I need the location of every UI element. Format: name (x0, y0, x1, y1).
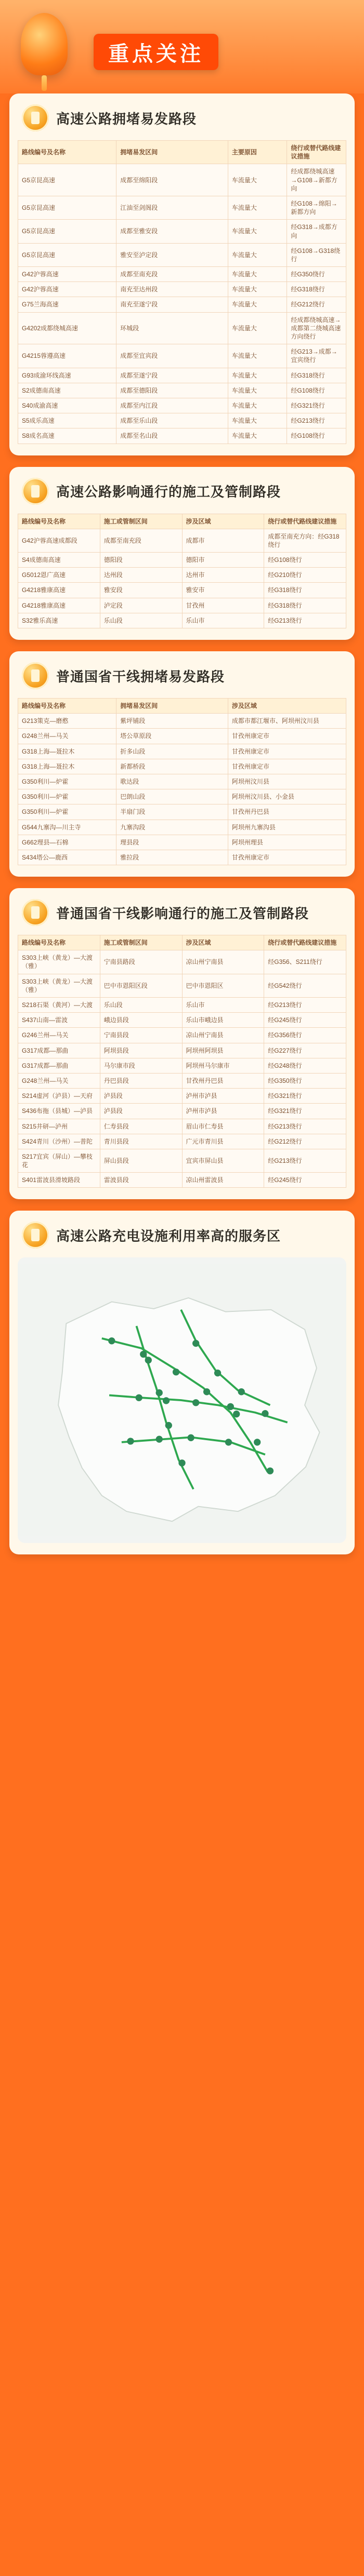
table-cell: 德阳段 (100, 553, 182, 568)
table-cell: 巴朗山段 (116, 789, 228, 804)
table-cell: 乐山段 (100, 998, 182, 1013)
table-row (18, 835, 346, 850)
table-row (18, 243, 346, 266)
column-header: 涉及区域 (228, 699, 346, 714)
table-cell: 甘孜州 (182, 598, 264, 613)
table-row (18, 368, 346, 383)
table-cell: 阿坝州汶川县 (228, 774, 346, 789)
column-header: 绕行或替代路线建议措施 (264, 514, 346, 529)
table-cell: 成都至内江段 (116, 398, 228, 413)
table-cell: 塔公草原段 (116, 729, 228, 744)
table-cell: 车流量大 (228, 196, 287, 219)
service-area-marker (187, 1434, 194, 1441)
table-cell: 车流量大 (228, 297, 287, 312)
table-cell: 仁寿县段 (100, 1119, 182, 1134)
service-area-marker (156, 1436, 163, 1443)
table-row (18, 598, 346, 613)
section-title-row (18, 103, 346, 133)
table-cell: 南充至遂宁段 (116, 297, 228, 312)
table-cell: 凉山州宁南县 (182, 1028, 264, 1043)
service-area-marker (233, 1411, 240, 1417)
table-cell: 经G321绕行 (264, 1104, 346, 1119)
table-cell: 德阳市 (182, 553, 264, 568)
table-cell: 成都至德阳段 (116, 383, 228, 398)
table-cell: 乐山市 (182, 613, 264, 628)
table-cell: 丹巴县段 (100, 1073, 182, 1088)
column-header: 路线编号及名称 (18, 935, 100, 950)
table-row (18, 529, 346, 552)
section-expressway-congestion (9, 93, 355, 455)
lantern-icon (21, 13, 68, 75)
section-title: 普通国省干线影响通行的施工及管制路段 (56, 905, 309, 921)
section-title-row (18, 661, 346, 691)
location-icon (22, 899, 49, 926)
table-cell: 经G213→成都→宜宾绕行 (287, 344, 346, 368)
column-header: 涉及区域 (182, 935, 264, 950)
table-cell: S303上峡（黄龙）—大渡（雅） (18, 974, 100, 997)
table-cell: G248兰州—马关 (18, 729, 116, 744)
table-cell: 凉山州雷波县 (182, 1173, 264, 1188)
section-title: 高速公路拥堵易发路段 (56, 111, 197, 127)
table-row (18, 1028, 346, 1043)
table-cell: 经G245绕行 (264, 1173, 346, 1188)
table-row (18, 553, 346, 568)
section-title-row (18, 897, 346, 928)
service-area-marker (163, 1398, 170, 1404)
table-row (18, 297, 346, 312)
table-row (18, 950, 346, 974)
table-cell: 成都至绵阳段 (116, 164, 228, 196)
table-cell: 甘孜州丹巴县 (228, 804, 346, 820)
table-cell: 经G318绕行 (287, 282, 346, 297)
table-cell: 江油至剑阁段 (116, 196, 228, 219)
table-cell: S218石渠（黄河）—大渡 (18, 998, 100, 1013)
column-header: 施工或管制区间 (100, 935, 182, 950)
table-cell: G350利川—炉霍 (18, 789, 116, 804)
section-title-row (18, 1220, 346, 1250)
table-cell: 经G318绕行 (264, 583, 346, 598)
table-cell: G4215蓉遵高速 (18, 344, 116, 368)
table-row (18, 344, 346, 368)
table-row (18, 1134, 346, 1149)
table-cell: 阿坝州马尔康市 (182, 1058, 264, 1073)
service-area-marker (267, 1468, 274, 1474)
column-header: 路线编号及名称 (18, 514, 100, 529)
table-cell: S40成渝高速 (18, 398, 116, 413)
sichuan-map-svg (18, 1257, 346, 1543)
table-cell: 车流量大 (228, 368, 287, 383)
section-expressway-construction (9, 467, 355, 640)
table-cell: 经G108→G318绕行 (287, 243, 346, 266)
table-cell: S4成德南高速 (18, 553, 100, 568)
location-icon (22, 478, 49, 505)
service-area-marker (192, 1340, 199, 1347)
service-area-marker (238, 1389, 245, 1396)
table-cell: 车流量大 (228, 267, 287, 282)
table-cell: 巴中市恩阳区 (182, 974, 264, 997)
table-cell: G317成都—那曲 (18, 1058, 100, 1073)
table-cell: G75兰海高速 (18, 297, 116, 312)
table-cell: G42沪蓉高速 (18, 282, 116, 297)
table-row (18, 759, 346, 774)
table-cell: G4202成都绕城高速 (18, 312, 116, 344)
table-cell: 成都至南充方向：经G318绕行 (264, 529, 346, 552)
table-cell: G5京昆高速 (18, 220, 116, 243)
table-body (18, 164, 346, 444)
table-cell: G42沪蓉高速 (18, 267, 116, 282)
table-cell: S215井研—泸州 (18, 1119, 100, 1134)
table-cell: 雅安段 (100, 583, 182, 598)
table-cell: S214虚河（泸县）—天府 (18, 1089, 100, 1104)
table-row (18, 413, 346, 428)
table-cell: 乐山市 (182, 998, 264, 1013)
table-row (18, 398, 346, 413)
table-cell: 泸定段 (100, 598, 182, 613)
service-area-marker (227, 1403, 234, 1410)
table-cell: 乐山段 (100, 613, 182, 628)
table-cell: 车流量大 (228, 428, 287, 444)
table-cell: 歌达段 (116, 774, 228, 789)
column-header: 绕行或替代路线建议措施 (264, 935, 346, 950)
table-cell: 宁南县段 (100, 1028, 182, 1043)
table-cell: 甘孜州康定市 (228, 744, 346, 759)
table-cell: 车流量大 (228, 398, 287, 413)
national-road-construction-table (18, 935, 346, 1188)
table-row (18, 282, 346, 297)
table-row (18, 1089, 346, 1104)
section-title-row (18, 476, 346, 506)
table-cell: G318上海—聂拉木 (18, 759, 116, 774)
table-cell: S32雅乐高速 (18, 613, 100, 628)
table-cell: 凉山州宁南县 (182, 950, 264, 974)
table-cell: G4218雅康高速 (18, 598, 100, 613)
table-cell: G5京昆高速 (18, 164, 116, 196)
table-cell: G662理县—石棉 (18, 835, 116, 850)
table-cell: S436布拖（县城）—泸县 (18, 1104, 100, 1119)
section-national-road-congestion (9, 651, 355, 877)
table-row (18, 583, 346, 598)
table-cell: 成都至雅安段 (116, 220, 228, 243)
column-header: 拥堵易发区间 (116, 699, 228, 714)
table-cell: 乐山市峨边县 (182, 1013, 264, 1028)
table-row (18, 1104, 346, 1119)
location-icon (22, 1222, 49, 1249)
table-cell: 经G213绕行 (264, 998, 346, 1013)
table-cell: 经成都绕城高速→G108→新都方向 (287, 164, 346, 196)
table-cell: 经G213绕行 (264, 613, 346, 628)
table-row (18, 1149, 346, 1172)
table-cell: S303上峡（黄龙）—大渡（雅） (18, 950, 100, 974)
table-row (18, 774, 346, 789)
page-title: 重点关注 (94, 34, 218, 70)
table-cell: 紫坪铺段 (116, 714, 228, 729)
table-cell: 经G212绕行 (264, 1134, 346, 1149)
table-cell: 车流量大 (228, 164, 287, 196)
table-cell: 峨边县段 (100, 1013, 182, 1028)
location-icon (22, 104, 49, 131)
table-cell: 泸县段 (100, 1104, 182, 1119)
table-cell: 车流量大 (228, 413, 287, 428)
table-cell: 经G108→绵阳→新都方向 (287, 196, 346, 219)
section-title: 普通国省干线拥堵易发路段 (56, 668, 225, 685)
table-row (18, 267, 346, 282)
table-cell: 阿坝州理县 (228, 835, 346, 850)
service-area-marker (145, 1357, 152, 1364)
column-header: 主要原因 (228, 141, 287, 164)
column-header: 路线编号及名称 (18, 699, 116, 714)
service-area-marker (192, 1400, 199, 1406)
table-cell: G93成渝环线高速 (18, 368, 116, 383)
section-title: 高速公路影响通行的施工及管制路段 (56, 484, 281, 500)
table-cell: 车流量大 (228, 220, 287, 243)
table-cell: G544九寨沟—川主寺 (18, 820, 116, 835)
table-cell: 折多山段 (116, 744, 228, 759)
table-cell: 广元市青川县 (182, 1134, 264, 1149)
table-cell: 经G356绕行 (264, 1028, 346, 1043)
service-area-marker (262, 1410, 268, 1417)
table-row (18, 1073, 346, 1088)
table-row (18, 820, 346, 835)
table-cell: 新都桥段 (116, 759, 228, 774)
table-cell: 经G356、S211绕行 (264, 950, 346, 974)
table-cell: 经G350绕行 (287, 267, 346, 282)
table-cell: 屏山县段 (100, 1149, 182, 1172)
table-cell: 宁南县路段 (100, 950, 182, 974)
table-row (18, 568, 346, 583)
table-cell: 甘孜州康定市 (228, 729, 346, 744)
table-cell: 经G318绕行 (264, 598, 346, 613)
table-cell: 甘孜州丹巴县 (182, 1073, 264, 1088)
table-row (18, 220, 346, 243)
table-cell: 雅安至泸定段 (116, 243, 228, 266)
table-cell: 成都至名山段 (116, 428, 228, 444)
table-row (18, 1173, 346, 1188)
table-cell: 车流量大 (228, 383, 287, 398)
table-cell: 理县段 (116, 835, 228, 850)
table-row (18, 428, 346, 444)
table-cell: 车流量大 (228, 344, 287, 368)
table-cell: 泸县段 (100, 1089, 182, 1104)
table-cell: G350利川—炉霍 (18, 774, 116, 789)
table-cell: 阿坝州阿坝县 (182, 1043, 264, 1058)
table-cell: G318上海—聂拉木 (18, 744, 116, 759)
service-area-marker (140, 1351, 147, 1358)
table-cell: G317成都—那曲 (18, 1043, 100, 1058)
table-cell: 宜宾市屏山县 (182, 1149, 264, 1172)
table-row (18, 1119, 346, 1134)
footer-space (0, 1554, 364, 1564)
table-row (18, 998, 346, 1013)
table-row (18, 744, 346, 759)
table-cell: 阿坝州九寨沟县 (228, 820, 346, 835)
table-cell: 成都至宜宾段 (116, 344, 228, 368)
table-cell: 马尔康市段 (100, 1058, 182, 1073)
table-cell: S5成乐高速 (18, 413, 116, 428)
table-cell: 九寨沟段 (116, 820, 228, 835)
expressway-construction-table (18, 514, 346, 629)
column-header: 拥堵易发区间 (116, 141, 228, 164)
column-header: 路线编号及名称 (18, 141, 116, 164)
column-header: 涉及区域 (182, 514, 264, 529)
table-cell: 经G210绕行 (264, 568, 346, 583)
table-row (18, 850, 346, 865)
table-cell: 阿坝州汶川县、小金县 (228, 789, 346, 804)
table-cell: G42沪蓉高速成都段 (18, 529, 100, 552)
column-header: 施工或管制区间 (100, 514, 182, 529)
service-area-marker (178, 1460, 185, 1467)
table-cell: 经成都绕城高速→成都第二绕城高速方向绕行 (287, 312, 346, 344)
table-cell: G5京昆高速 (18, 243, 116, 266)
table-cell: 经G318→成都方向 (287, 220, 346, 243)
table-cell: 半扇门段 (116, 804, 228, 820)
sichuan-outline (58, 1298, 320, 1521)
table-cell: 成都至南充段 (100, 529, 182, 552)
table-row (18, 804, 346, 820)
table-cell: 阿坝县段 (100, 1043, 182, 1058)
table-cell: G248兰州—马关 (18, 1073, 100, 1088)
table-row (18, 196, 346, 219)
table-cell: G5京昆高速 (18, 196, 116, 219)
service-area-marker (136, 1394, 142, 1401)
table-cell: S437山南—雷波 (18, 1013, 100, 1028)
table-cell: 成都至南充段 (116, 267, 228, 282)
service-area-marker (108, 1338, 115, 1345)
service-area-marker (156, 1389, 163, 1396)
charging-service-map (18, 1257, 346, 1543)
service-area-marker (173, 1369, 179, 1376)
service-area-marker (225, 1439, 232, 1446)
hero-header (0, 0, 364, 93)
table-cell: 经G245绕行 (264, 1013, 346, 1028)
table-cell: 雷波县段 (100, 1173, 182, 1188)
table-cell: 达州段 (100, 568, 182, 583)
table-cell: G350利川—炉霍 (18, 804, 116, 820)
table-cell: 经G248绕行 (264, 1058, 346, 1073)
table-cell: 经G108绕行 (287, 383, 346, 398)
table-cell: 经G213绕行 (264, 1119, 346, 1134)
table-cell: 经G108绕行 (287, 428, 346, 444)
location-icon (22, 662, 49, 689)
table-cell: S434塔公—鹿西 (18, 850, 116, 865)
table-cell: 达州市 (182, 568, 264, 583)
section-charging-services (9, 1211, 355, 1554)
table-cell: G213策克—磨憨 (18, 714, 116, 729)
table-row (18, 789, 346, 804)
table-cell: 甘孜州康定市 (228, 759, 346, 774)
service-area-marker (127, 1438, 134, 1445)
table-cell: 成都至遂宁段 (116, 368, 228, 383)
table-cell: S424青川（沙州）—普陀 (18, 1134, 100, 1149)
table-cell: 经G212绕行 (287, 297, 346, 312)
table-body (18, 714, 346, 865)
table-cell: 雅拉段 (116, 850, 228, 865)
table-row (18, 312, 346, 344)
table-cell: G5012恩广高速 (18, 568, 100, 583)
table-row (18, 1013, 346, 1028)
table-row (18, 383, 346, 398)
table-cell: 南充至达州段 (116, 282, 228, 297)
table-row (18, 1043, 346, 1058)
table-cell: S217宜宾（屏山）—攀枝花 (18, 1149, 100, 1172)
table-row (18, 974, 346, 997)
table-body (18, 529, 346, 628)
service-area-marker (254, 1439, 261, 1446)
table-cell: 成都至乐山段 (116, 413, 228, 428)
table-cell: S2成德南高速 (18, 383, 116, 398)
table-cell: 车流量大 (228, 312, 287, 344)
column-header: 绕行或替代路线建议措施 (287, 141, 346, 164)
service-area-marker (214, 1370, 221, 1376)
table-cell: S8成名高速 (18, 428, 116, 444)
table-cell: 经G542绕行 (264, 974, 346, 997)
table-cell: 泸州市泸县 (182, 1104, 264, 1119)
table-cell: 经G213绕行 (287, 413, 346, 428)
table-cell: 经G321绕行 (264, 1089, 346, 1104)
table-cell: 环城段 (116, 312, 228, 344)
expressway-congestion-table (18, 140, 346, 444)
table-row (18, 714, 346, 729)
table-row (18, 729, 346, 744)
table-cell: 经G227绕行 (264, 1043, 346, 1058)
table-row (18, 613, 346, 628)
national-road-congestion-table (18, 698, 346, 865)
table-cell: 经G321绕行 (287, 398, 346, 413)
table-cell: 经G213绕行 (264, 1149, 346, 1172)
table-cell: 经G350绕行 (264, 1073, 346, 1088)
table-row (18, 1058, 346, 1073)
table-cell: 成都市都江堰市、阿坝州汶川县 (228, 714, 346, 729)
table-cell: 车流量大 (228, 243, 287, 266)
section-national-road-construction (9, 888, 355, 1199)
table-cell: 青川县段 (100, 1134, 182, 1149)
section-title: 高速公路充电设施利用率高的服务区 (56, 1228, 281, 1244)
table-cell: 眉山市仁寿县 (182, 1119, 264, 1134)
table-cell: 经G318绕行 (287, 368, 346, 383)
table-cell: 车流量大 (228, 282, 287, 297)
table-cell: G246兰州—马关 (18, 1028, 100, 1043)
table-cell: 泸州市泸县 (182, 1089, 264, 1104)
table-cell: S401雷波县滑坡路段 (18, 1173, 100, 1188)
table-cell: 成都市 (182, 529, 264, 552)
table-cell: G4218雅康高速 (18, 583, 100, 598)
table-cell: 经G108绕行 (264, 553, 346, 568)
table-body (18, 950, 346, 1188)
service-area-marker (165, 1422, 172, 1429)
table-row (18, 164, 346, 196)
table-cell: 雅安市 (182, 583, 264, 598)
table-cell: 巴中市恩阳区段 (100, 974, 182, 997)
service-area-marker (203, 1389, 210, 1396)
table-cell: 甘孜州康定市 (228, 850, 346, 865)
